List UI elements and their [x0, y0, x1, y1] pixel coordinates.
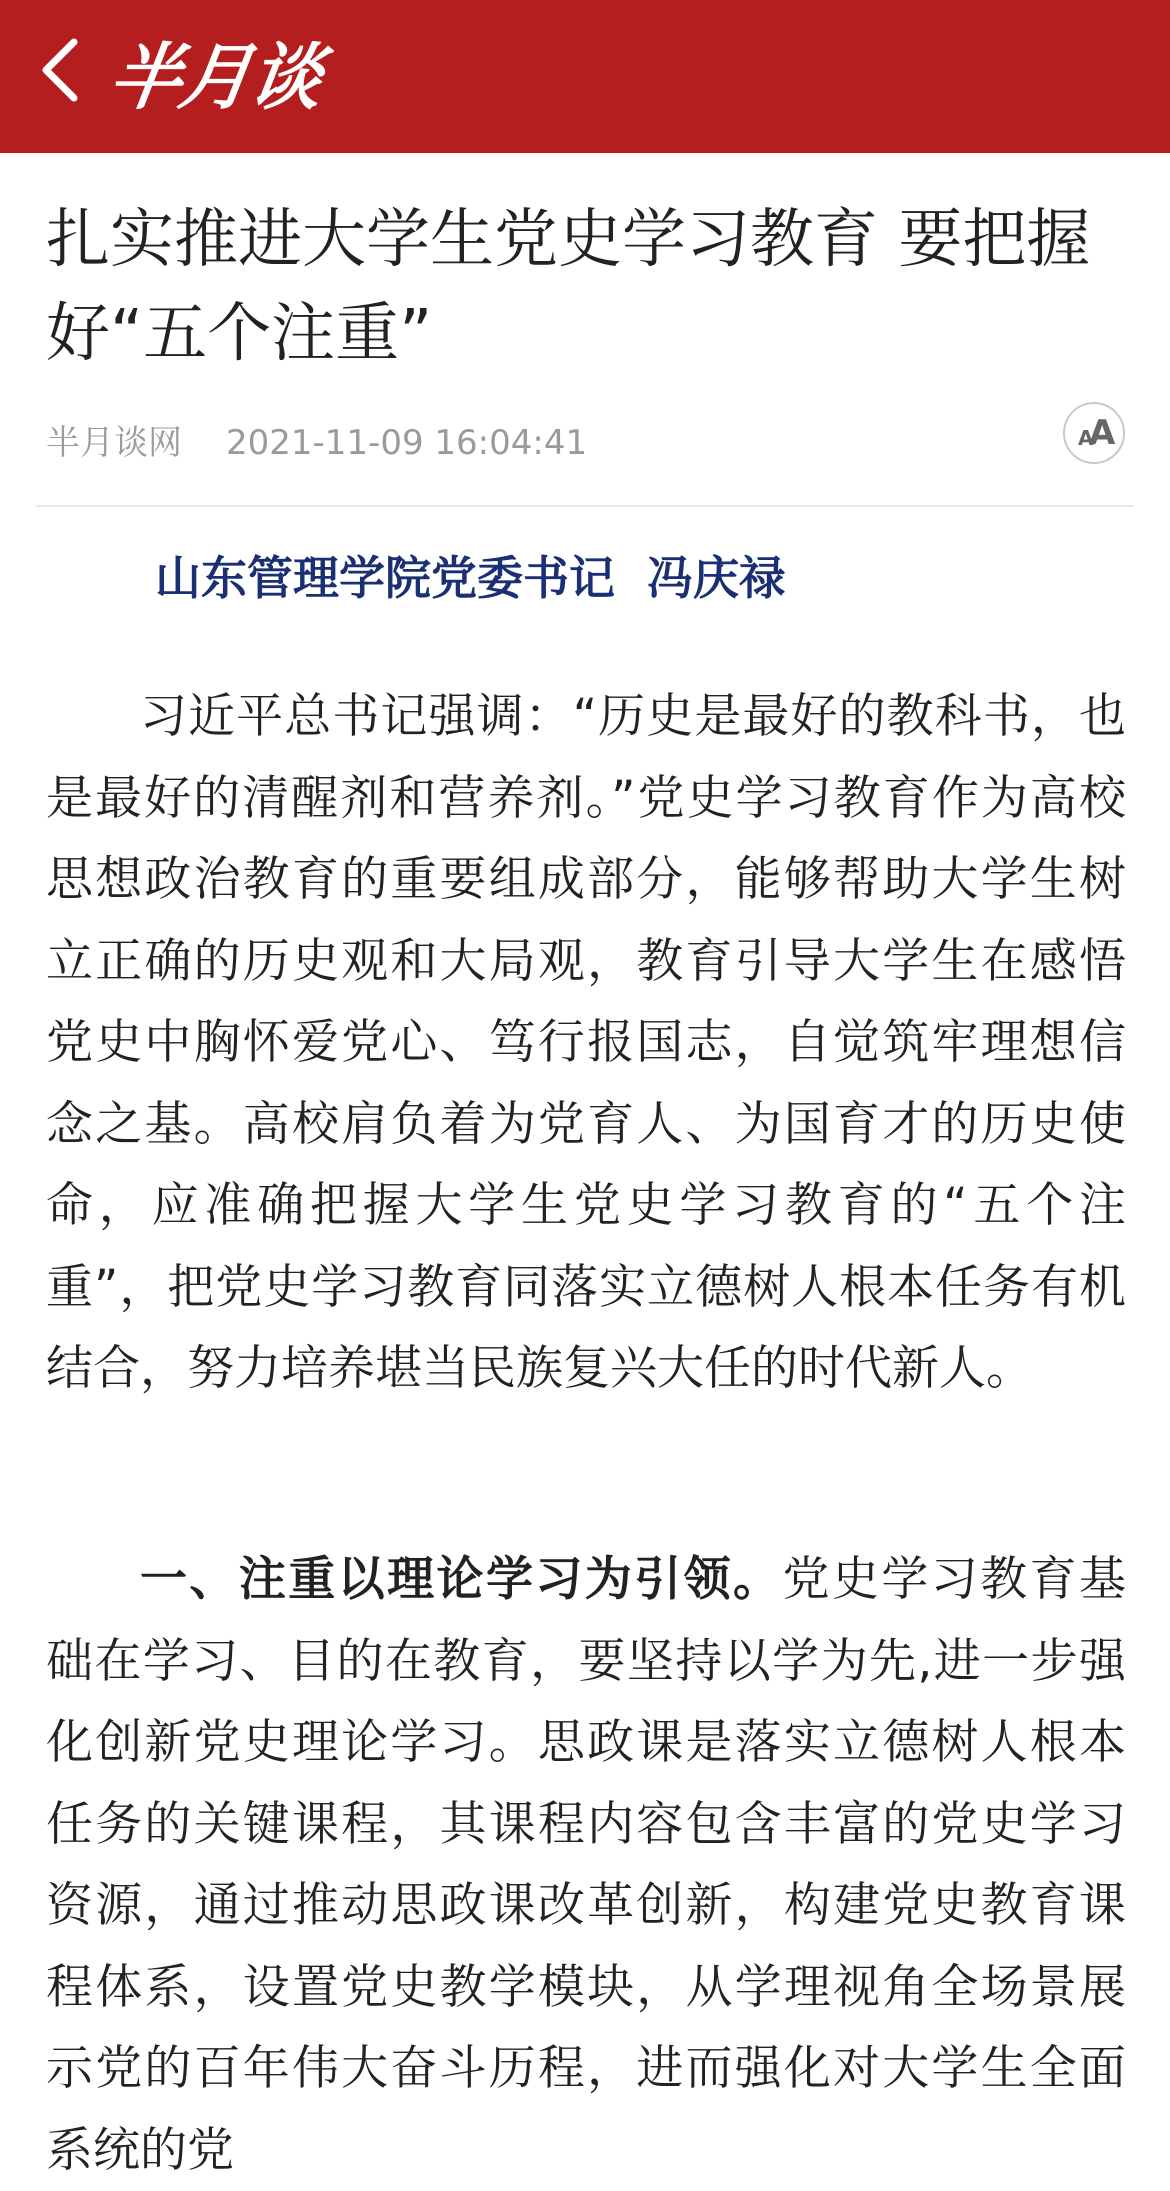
article-meta [46, 418, 587, 468]
header-divider [36, 505, 1134, 507]
font-size-button[interactable]: A A [1063, 402, 1125, 464]
article-datetime: 2021-11-09 16:04:41 [226, 423, 588, 463]
chevron-left-icon [30, 30, 94, 110]
paragraph-2-body: 党史学习教育基础在学习、目的在教育，要坚持以学为先,进一步强化创新党史理论学习。思政课是落实立德树人根本任务的关键课程，其课程内容包含丰富的党史学习资源，通过推动思政课改革创新，构建党史教育课程体系，设置党史教学模块，从学理视角全场景展示党的百年伟大奋斗历程，进而强化对大学生全面系统的党 [46, 1552, 1127, 2178]
article-paragraph-1: 习近平总书记强调：“历史是最好的教科书，也是最好的清醒剂和营养剂。”党史学习教育作为高校思想政治教育的重要组成部分，能够帮助大学生树立正确的历史观和大局观，教育引导大学生在感悟党史中胸怀爱党心、笃行报国志，自觉筑牢理想信念之基。高校肩负着为党育人、为国育才的历史使命，应准确把握大学生党史学习教育的“五个注重”，把党史学习教育同落实立德树人根本任务有机结合，努力培养堪当民族复兴大任的时代新人。 [46, 689, 1126, 1396]
app-logo: 半月谈 [104, 35, 326, 119]
article-source[interactable]: 半月谈网 [46, 423, 182, 463]
author-byline: 山东管理学院党委书记 冯庆禄 [155, 551, 786, 605]
app-header [0, 0, 1170, 153]
back-button[interactable] [30, 30, 94, 110]
article-paragraph-2 [46, 1539, 1126, 2191]
section-heading: 一、注重以理论学习为引领。 [140, 1552, 783, 1607]
article-title: 扎实推进大学生党史学习教育 要把握好“五个注重” [46, 203, 1091, 371]
